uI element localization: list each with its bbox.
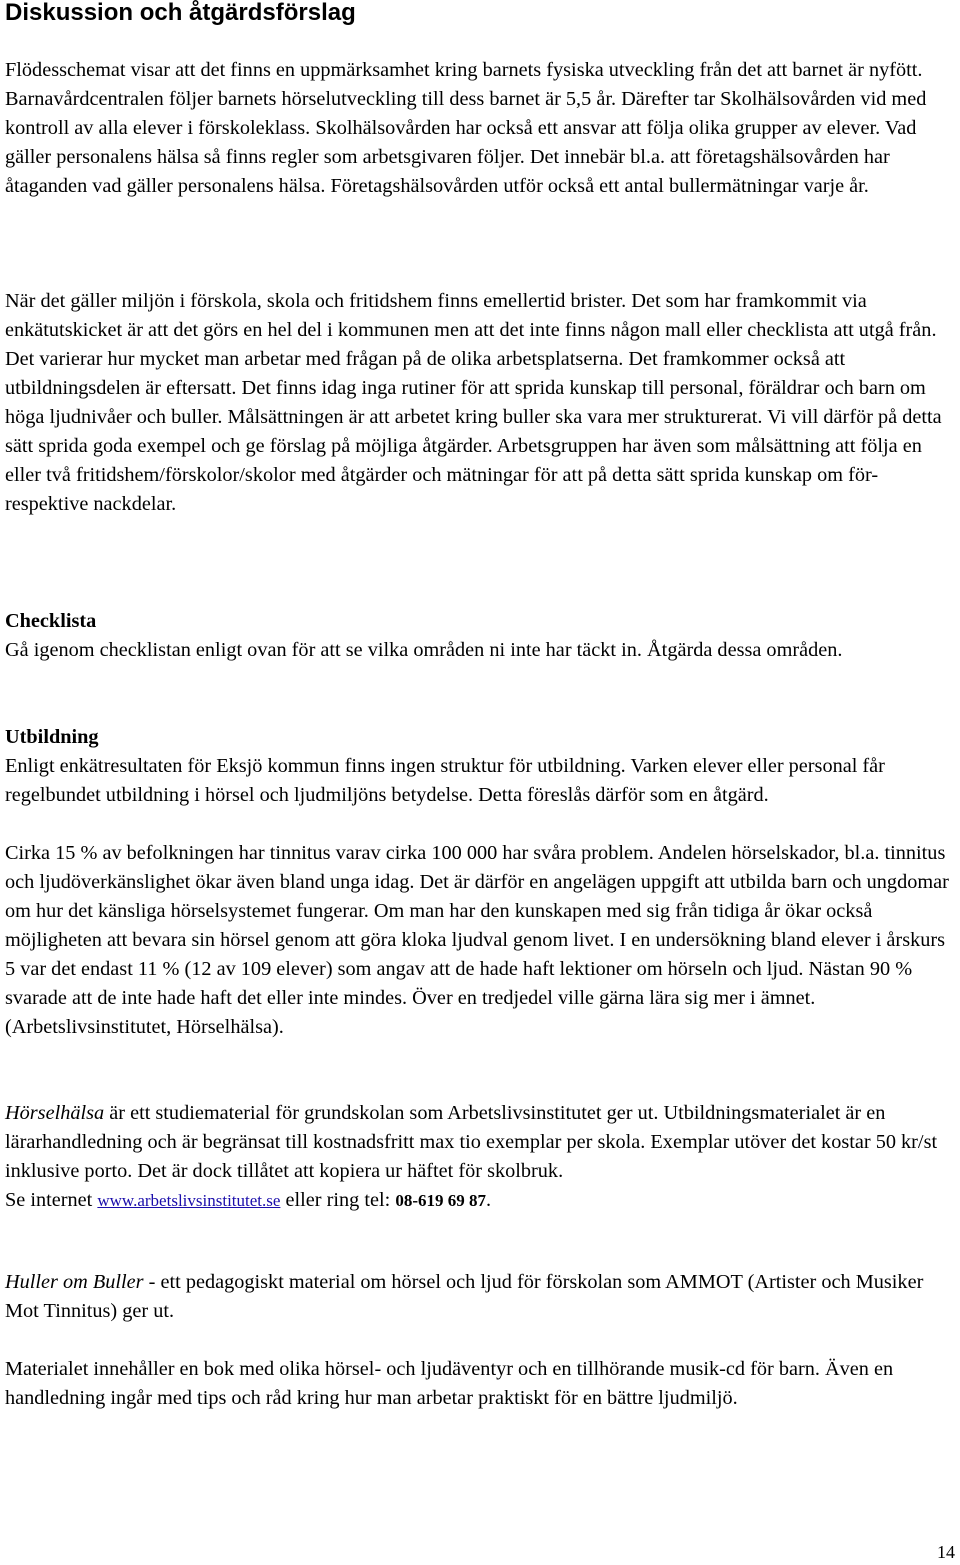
arbetslivsinstitutet-link[interactable]: www.arbetslivsinstitutet.se <box>97 1191 281 1210</box>
contact-suffix: . <box>485 1189 492 1211</box>
huller-text: - ett pedagogiskt material om hörsel och ljud för förskolan som AMMOT (Artister och Musiker Mot Tinnitus) ger ut. <box>5 1271 924 1322</box>
page-title: Diskussion och åtgärdsförslag <box>5 0 356 26</box>
material-paragraph: Materialet innehåller en bok med olika hörsel- och ljudäventyr och en tillhörande musik-cd för barn. Även en handledning ingår med tips och råd kring hur man arbetar praktiskt för en bättre ljudmiljö. <box>5 1358 894 1409</box>
horselhalsa-paragraph <box>5 1099 955 1215</box>
contact-prefix: Se internet <box>5 1189 98 1211</box>
education-paragraph-1: Enligt enkätresultaten för Eksjö kommun finns ingen struktur för utbildning. Varken elever eller personal får regelbundet utbildning i hörsel och ljudmiljöns betydelse. Detta föreslås därför som en åtgärd. <box>5 755 885 806</box>
horselhalsa-title: Hörselhälsa <box>5 1102 105 1124</box>
page-number: 14 <box>937 1542 955 1562</box>
environment-paragraph: När det gäller miljön i förskola, skola och fritidshem finns emellertid brister. Det som har framkommit via enkätutskicket är att det görs en hel del i kommunen men att det inte finns någon mall eller checklista att utgå från. Det varierar hur mycket man arbetar med frågan på de olika arbetsplatserna. Det framkommer också att utbildningsdelen är eftersatt. Det finns idag inga rutiner för att sprida kunskap till personal, föräldrar och barn om höga ljudnivåer och buller. Målsättningen är att arbetet kring buller ska vara mer strukturerat. Vi vill därför på detta sätt sprida goda exempel och ge förslag på möjliga åtgärder. Arbetsgruppen har även som målsättning att följa en eller två fritidshem/förskolor/skolor med åtgärder och mätningar för att på detta sätt sprida kunskap om för- respektive nackdelar. <box>5 290 942 515</box>
intro-paragraph: Flödesschemat visar att det finns en uppmärksamhet kring barnets fysiska utveckling från det att barnet är nyfött. Barnavårdcentralen följer barnets hörselutveckling till dess barnet är 5,5 år. Därefter tar Skolhälsovården vid med kontroll av alla elever i förskoleklass. Skolhälsovården har också ett ansvar att följa olika grupper av elever. Vad gäller personalens hälsa så finns regler som arbetsgivaren följer. Det innebär bl.a. att företagshälsovården har åtaganden vad gäller personalens hälsa. Företagshälsovården utför också ett antal bullermätningar varje år. <box>5 59 927 197</box>
contact-middle: eller ring tel: <box>280 1189 396 1211</box>
horselhalsa-text: är ett studiematerial för grundskolan som Arbetslivsinstitutet ger ut. Utbildningsmaterialet är en lärarhandledning och är begränsat till kostnadsfritt max tio exemplar per skola. Exemplar utöver det kostar 50 kr/st inklusive porto. Det är dock tillåtet att kopiera ur häftet för skolbruk. <box>5 1102 938 1182</box>
education-paragraph-2: Cirka 15 % av befolkningen har tinnitus varav cirka 100 000 har svåra problem. Andelen hörselskador, bl.a. tinnitus och ljudöverkänslighet ökar även bland unga idag. Det är därför en angelägen uppgift att utbilda barn och ungdomar om hur det känsliga hörselsystemet fungerar. Om man har den kunskapen med sig från tidiga år ökar också möjligheten att bevara sin hörsel genom att göra kloka ljudval genom livet. I en undersökning bland elever i årskurs 5 var det endast 11 % (12 av 109 elever) som angav att de hade haft lektioner om hörseln och ljud. Nästan 90 % svarade att de inte hade haft det eller inte mindes. Över en tredjedel ville gärna lära sig mer i ämnet. (Arbetslivsinstitutet, Hörselhälsa). <box>5 842 949 1038</box>
checklist-paragraph: Gå igenom checklistan enligt ovan för att se vilka områden ni inte har täckt in. Åtgärda dessa områden. <box>5 639 843 661</box>
huller-paragraph <box>5 1268 955 1326</box>
education-heading: Utbildning <box>5 726 99 748</box>
huller-title: Huller om Buller <box>5 1271 144 1293</box>
checklist-heading: Checklista <box>5 610 97 632</box>
contact-phone: 08-619 69 87 <box>395 1191 486 1210</box>
